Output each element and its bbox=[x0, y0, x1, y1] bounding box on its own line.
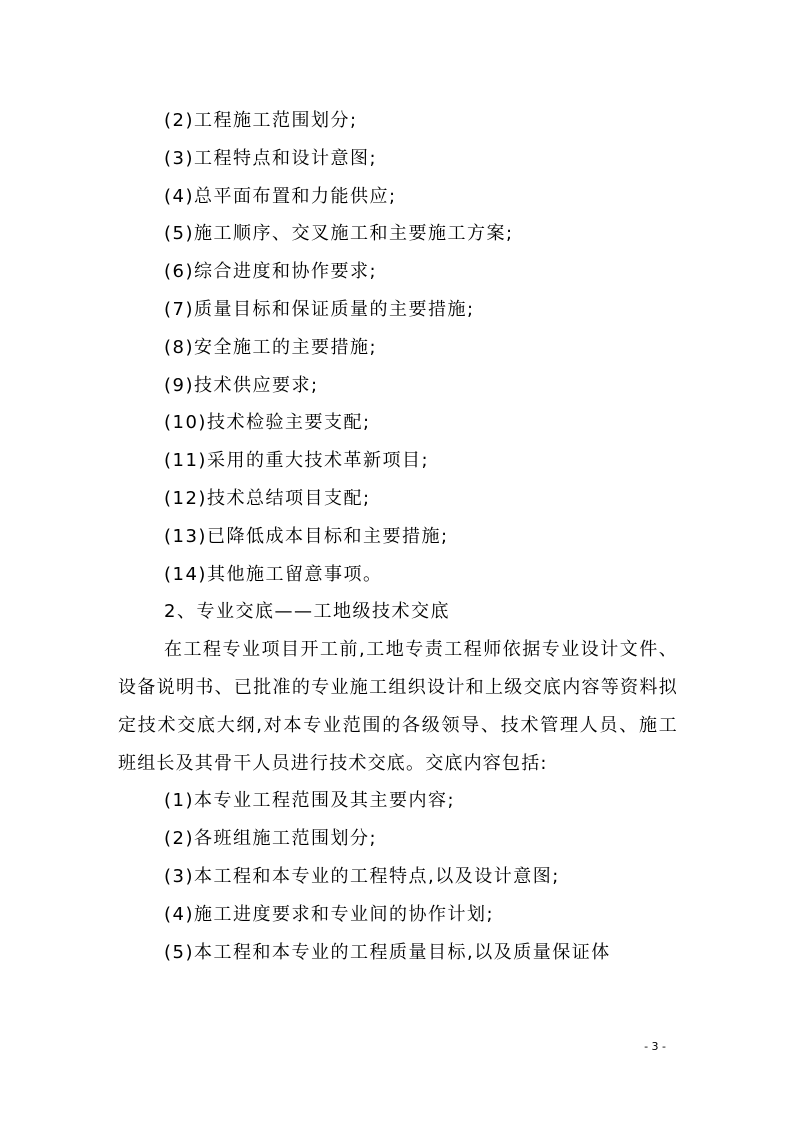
list-item: (1)本专业工程范围及其主要内容; bbox=[164, 790, 456, 812]
list-item: (12)技术总结项目支配; bbox=[164, 487, 371, 509]
body-paragraph: 在工程专业项目开工前,工地专责工程师依据专业设计文件、设备说明书、已批准的专业施工组织设计和上级交底内容等资料拟定技术交底大纲,对本专业范围的各级领导、技术管理人员、施工班组长及其骨干人员进行技术交底。交底内容包括: bbox=[118, 639, 678, 774]
list-item: (3)工程特点和设计意图; bbox=[164, 147, 378, 169]
list-item: (6)综合进度和协作要求; bbox=[164, 261, 378, 283]
list-item: (8)安全施工的主要措施; bbox=[164, 336, 378, 358]
list-item: (3)本工程和本专业的工程特点,以及设计意图; bbox=[164, 865, 560, 887]
list-item: (4)总平面布置和力能供应; bbox=[164, 185, 397, 207]
list-item: (5)本工程和本专业的工程质量目标,以及质量保证体 bbox=[164, 941, 611, 963]
list-item: (5)施工顺序、交叉施工和主要施工方案; bbox=[164, 223, 514, 245]
list-item: (9)技术供应要求; bbox=[164, 374, 319, 396]
page-number: - 3 - bbox=[644, 1040, 666, 1053]
page-content bbox=[118, 102, 678, 971]
list-item: (7)质量目标和保证质量的主要措施; bbox=[164, 298, 475, 320]
list-item: (11)采用的重大技术革新项目; bbox=[164, 450, 430, 472]
list-item: (4)施工进度要求和专业间的协作计划; bbox=[164, 903, 495, 925]
section-heading: 2、专业交底——工地级技术交底 bbox=[164, 601, 450, 623]
list-item: (2)各班组施工范围划分; bbox=[164, 828, 378, 850]
list-item: (10)技术检验主要支配; bbox=[164, 412, 371, 434]
list-item: (13)已降低成本目标和主要措施; bbox=[164, 525, 449, 547]
list-item: (14)其他施工留意事项。 bbox=[164, 563, 383, 585]
list-item: (2)工程施工范围划分; bbox=[164, 110, 358, 131]
